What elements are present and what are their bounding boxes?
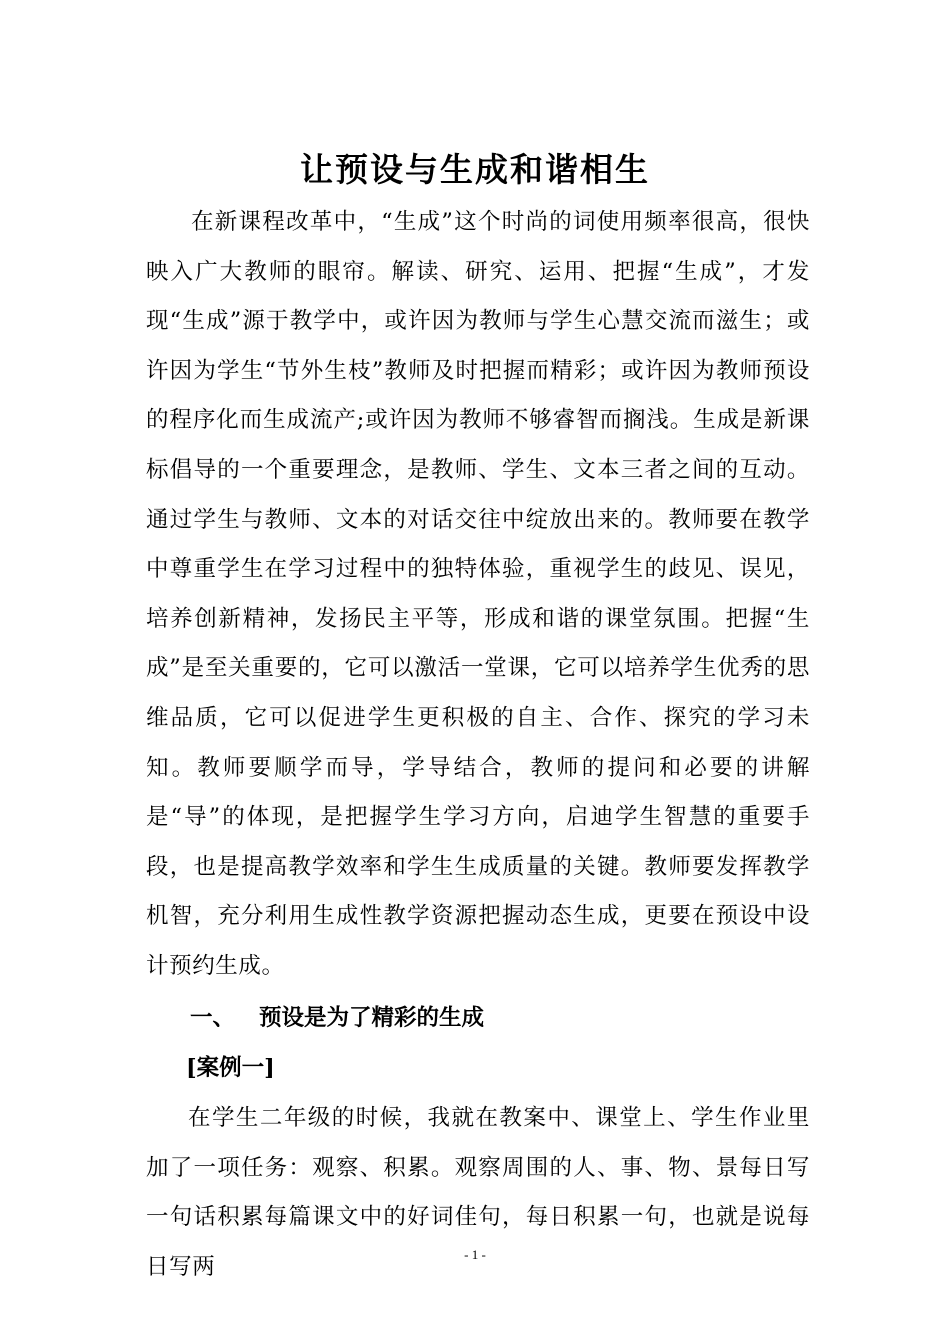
page-number: - 1 - — [464, 1247, 486, 1262]
intro-paragraph: 在新课程改革中，“生成”这个时尚的词使用频率很高，很快映入广大教师的眼帘。解读、研究、运用、把握“生成”，才发现“生成”源于教学中，或许因为教师与学生心慧交流而滋生；或许因为学生“节外生枝”教师及时把握而精彩；或许因为教师预设的程序化而生成流产;或许因为教师不够睿智而搁浅。生成是新课标倡导的一个重要理念，是教师、学生、文本三者之间的互动。通过学生与教师、文本的对话交往中绽放出来的。教师要在教学中尊重学生在学习过程中的独特体验，重视学生的歧见、误见，培养创新精神，发扬民主平等，形成和谐的课堂氛围。把握“生成”是至关重要的，它可以激活一堂课，它可以培养学生优秀的思维品质，它可以促进学生更积极的自主、合作、探究的学习未知。教师要顺学而导，学导结合，教师的提问和必要的讲解是“导”的体现，是把握学生学习方向，启迪学生智慧的重要手段，也是提高教学效率和学生生成质量的关键。教师要发挥教学机智，充分利用生成性教学资源把握动态生成，更要在预设中设计预约生成。 — [146, 209, 810, 979]
section-heading — [190, 998, 484, 1038]
section-number: 一、 — [190, 1005, 236, 1031]
case-paragraph: 在学生二年级的时候，我就在教案中、课堂上、学生作业里加了一项任务：观察、积累。观察周围的人、事、物、景每日写一句话积累每篇课文中的好词佳句，每日积累一句，也就是说每日写两 — [146, 1105, 810, 1280]
case-label: [案例一] — [186, 1055, 275, 1081]
document-title: 让预设与生成和谐相生 — [300, 150, 650, 189]
section-heading-text: 预设是为了精彩的生成 — [259, 1005, 485, 1031]
